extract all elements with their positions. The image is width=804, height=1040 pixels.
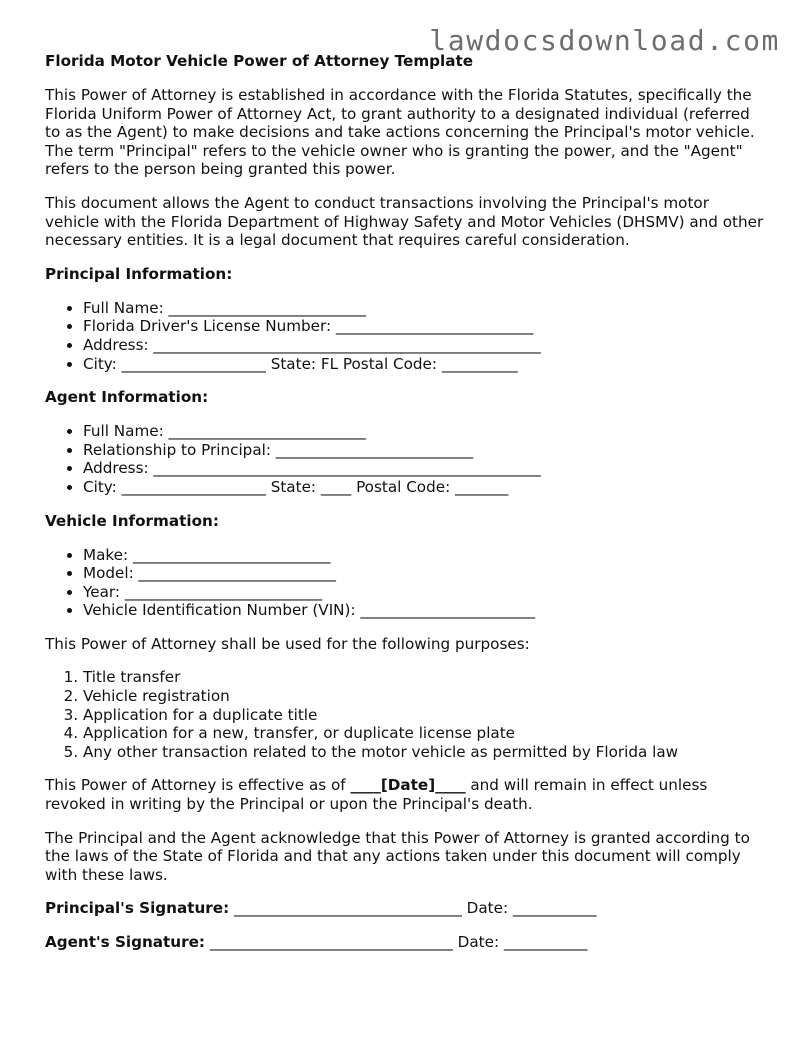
principal-heading: Principal Information:	[45, 264, 233, 283]
effective-text-after: and will remain in effect unless revoked in writing by the Principal or upon the Principal's death.	[45, 776, 708, 814]
vehicle-model: • Model: __________________________	[83, 564, 765, 583]
principal-address: • Address: ___________________________________________________	[83, 336, 765, 355]
principal-full-name: • Full Name: __________________________	[83, 299, 765, 318]
effective-date-field: ____[Date]____	[350, 776, 466, 795]
agent-city-state-postal: • City: ___________________ State: ____ Postal Code: _______	[83, 478, 765, 497]
principal-signature-blank: ______________________________ Date: ___________	[229, 899, 597, 918]
document-title: Florida Motor Vehicle Power of Attorney Template	[45, 52, 474, 70]
purpose-item: 4. Application for a new, transfer, or duplicate license plate	[83, 724, 765, 743]
intro-paragraph-2: This document allows the Agent to conduct transactions involving the Principal's motor vehicle with the Florida Department of Highway Safety and Motor Vehicles (DHSMV) and other necessary entities. It is a legal document that requires careful consideration.	[45, 193, 764, 250]
purpose-item: 2. Vehicle registration	[83, 687, 765, 706]
watermark: lawdocsdownload.com	[429, 24, 780, 57]
principal-city-state-postal: • City: ___________________ State: FL Postal Code: __________	[83, 355, 765, 374]
purposes-list	[45, 668, 765, 761]
agent-heading: Agent Information:	[45, 388, 209, 407]
vehicle-vin: • Vehicle Identification Number (VIN): _______________________	[83, 601, 765, 620]
vehicle-year: • Year: __________________________	[83, 583, 765, 602]
purpose-item: 5. Any other transaction related to the motor vehicle as permitted by Florida law	[83, 743, 765, 762]
agent-address: • Address: ___________________________________________________	[83, 459, 765, 478]
agent-list	[45, 422, 765, 496]
document-body	[45, 52, 765, 967]
effective-text-before: This Power of Attorney is effective as of	[45, 776, 351, 795]
agent-full-name: • Full Name: __________________________	[83, 422, 765, 441]
principal-license-number: • Florida Driver's License Number: __________________________	[83, 317, 765, 336]
agent-relationship: • Relationship to Principal: __________________________	[83, 441, 765, 460]
agent-signature-line	[45, 933, 765, 952]
agent-signature-label: Agent's Signature:	[45, 933, 205, 951]
purposes-intro: This Power of Attorney shall be used for the following purposes:	[45, 634, 530, 653]
effective-paragraph	[45, 776, 765, 813]
purpose-item: 3. Application for a duplicate title	[83, 706, 765, 725]
principal-signature-label: Principal's Signature:	[45, 899, 230, 918]
principal-list	[45, 299, 765, 373]
intro-paragraph-1: This Power of Attorney is established in accordance with the Florida Statutes, specifically the Florida Uniform Power of Attorney Act, to grant authority to a designated individual (referred to as the Agent) to make decisions and take actions concerning the Principal's motor vehicle. The term "Principal" refers to the vehicle owner who is granting the power, and the "Agent" refers to the person being granted this power.	[45, 86, 755, 179]
agent-signature-blank: ________________________________ Date: ___________	[205, 933, 588, 951]
vehicle-make: • Make: __________________________	[83, 546, 765, 565]
principal-signature-line	[45, 899, 765, 918]
purpose-item: 1. Title transfer	[83, 668, 765, 687]
vehicle-list	[45, 546, 765, 620]
vehicle-heading: Vehicle Information:	[45, 511, 219, 530]
acknowledgement-paragraph: The Principal and the Agent acknowledge that this Power of Attorney is granted according to the laws of the State of Florida and that any actions taken under this document will comply with these laws.	[45, 828, 750, 884]
